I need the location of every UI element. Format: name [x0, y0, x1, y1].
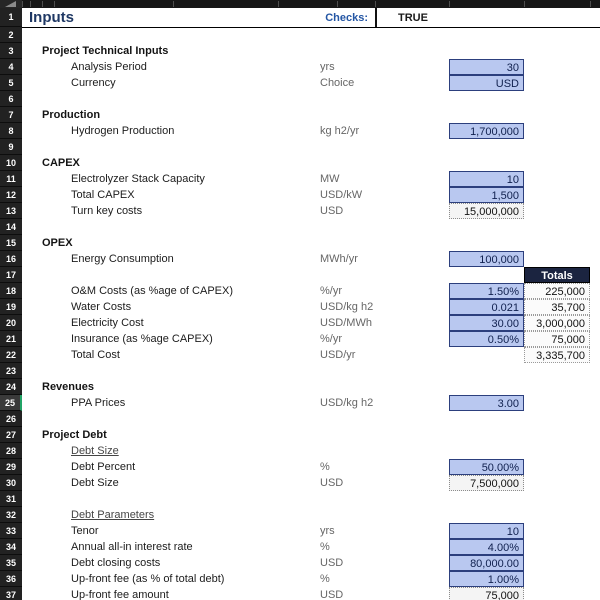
column-separator: [590, 1, 591, 7]
unit-label: USD: [320, 205, 344, 217]
row-header-3[interactable]: 3: [0, 43, 22, 59]
unit-label: yrs: [320, 525, 335, 537]
row-header-9[interactable]: 9: [0, 139, 22, 155]
input-cell[interactable]: 0.50%: [449, 331, 524, 347]
row-header-1[interactable]: 1: [0, 8, 22, 27]
row-header-4[interactable]: 4: [0, 59, 22, 75]
row-header-14[interactable]: 14: [0, 219, 22, 235]
row-header-6[interactable]: 6: [0, 91, 22, 107]
row-header-7[interactable]: 7: [0, 107, 22, 123]
input-cell[interactable]: 10: [449, 523, 524, 539]
row-header-11[interactable]: 11: [0, 171, 22, 187]
row-label: Electricity Cost: [71, 317, 144, 329]
row-label: Debt Size: [71, 477, 119, 489]
row-label: Annual all-in interest rate: [71, 541, 193, 553]
row-label: PPA Prices: [71, 397, 126, 409]
input-cell[interactable]: 1.00%: [449, 571, 524, 587]
unit-label: MWh/yr: [320, 253, 358, 265]
row-header-34[interactable]: 34: [0, 539, 22, 555]
column-separator: [30, 1, 31, 7]
row-header-25[interactable]: 25: [0, 395, 22, 411]
row-header-30[interactable]: 30: [0, 475, 22, 491]
unit-label: yrs: [320, 61, 335, 73]
title-row-underline: [22, 27, 600, 28]
row-header-37[interactable]: 37: [0, 587, 22, 600]
calculated-cell[interactable]: 15,000,000: [449, 203, 524, 219]
input-cell[interactable]: 80,000.00: [449, 555, 524, 571]
calculated-cell[interactable]: 75,000: [449, 587, 524, 600]
input-cell[interactable]: 50.00%: [449, 459, 524, 475]
column-separator: [337, 1, 338, 7]
row-label: Up-front fee (as % of total debt): [71, 573, 225, 585]
checks-value-cell[interactable]: TRUE: [398, 12, 428, 24]
row-header-5[interactable]: 5: [0, 75, 22, 91]
input-cell[interactable]: 3.00: [449, 395, 524, 411]
row-header-33[interactable]: 33: [0, 523, 22, 539]
unit-label: USD: [320, 557, 344, 569]
row-header-35[interactable]: 35: [0, 555, 22, 571]
row-header-16[interactable]: 16: [0, 251, 22, 267]
input-cell[interactable]: 4.00%: [449, 539, 524, 555]
column-separator: [42, 1, 43, 7]
subgroup-label: Debt Parameters: [71, 509, 155, 521]
calculated-cell[interactable]: 7,500,000: [449, 475, 524, 491]
totals-cell[interactable]: 75,000: [524, 331, 590, 347]
input-cell[interactable]: 0.021: [449, 299, 524, 315]
row-header-22[interactable]: 22: [0, 347, 22, 363]
section-label: Production: [42, 109, 101, 121]
unit-label: MW: [320, 173, 340, 185]
row-label: Energy Consumption: [71, 253, 174, 265]
row-header-19[interactable]: 19: [0, 299, 22, 315]
totals-cell[interactable]: 3,000,000: [524, 315, 590, 331]
row-header-10[interactable]: 10: [0, 155, 22, 171]
row-label: Water Costs: [71, 301, 132, 313]
row-label: Analysis Period: [71, 61, 147, 73]
row-header-36[interactable]: 36: [0, 571, 22, 587]
row-header-23[interactable]: 23: [0, 363, 22, 379]
row-header-20[interactable]: 20: [0, 315, 22, 331]
column-separator: [375, 1, 376, 7]
subgroup-label: Debt Size: [71, 445, 119, 457]
unit-label: USD/yr: [320, 349, 356, 361]
row-header-12[interactable]: 12: [0, 187, 22, 203]
row-label: Debt Percent: [71, 461, 136, 473]
checks-label: Checks:: [325, 12, 368, 24]
column-separator: [278, 1, 279, 7]
column-separator: [449, 1, 450, 7]
sheet-title: Inputs: [29, 9, 74, 26]
row-header-2[interactable]: 2: [0, 27, 22, 43]
unit-label: USD/MWh: [320, 317, 372, 329]
column-header-strip[interactable]: [0, 0, 600, 8]
unit-label: %: [320, 541, 330, 553]
row-label: Total Cost: [71, 349, 120, 361]
section-label: OPEX: [42, 237, 73, 249]
row-label: Tenor: [71, 525, 99, 537]
column-separator: [173, 1, 174, 7]
input-cell[interactable]: 1.50%: [449, 283, 524, 299]
totals-column-header: Totals: [524, 267, 590, 283]
input-cell[interactable]: USD: [449, 75, 524, 91]
row-label: Insurance (as %age CAPEX): [71, 333, 213, 345]
select-all-corner[interactable]: [0, 0, 22, 8]
row-header-24[interactable]: 24: [0, 379, 22, 395]
input-cell[interactable]: 100,000: [449, 251, 524, 267]
totals-cell[interactable]: 35,700: [524, 299, 590, 315]
row-label: Currency: [71, 77, 116, 89]
column-separator: [22, 1, 23, 7]
row-header-31[interactable]: 31: [0, 491, 22, 507]
input-cell[interactable]: 30: [449, 59, 524, 75]
row-header-29[interactable]: 29: [0, 459, 22, 475]
section-label: Project Technical Inputs: [42, 45, 169, 57]
row-label: Total CAPEX: [71, 189, 135, 201]
row-header-18[interactable]: 18: [0, 283, 22, 299]
checks-divider-line: [375, 8, 377, 27]
unit-label: USD: [320, 589, 344, 600]
row-label: O&M Costs (as %age of CAPEX): [71, 285, 233, 297]
row-header-28[interactable]: 28: [0, 443, 22, 459]
totals-cell[interactable]: 225,000: [524, 283, 590, 299]
unit-label: Choice: [320, 77, 355, 89]
row-header-32[interactable]: 32: [0, 507, 22, 523]
row-header-26[interactable]: 26: [0, 411, 22, 427]
input-cell[interactable]: 10: [449, 171, 524, 187]
row-header-27[interactable]: 27: [0, 427, 22, 443]
unit-label: kg h2/yr: [320, 125, 360, 137]
row-label: Hydrogen Production: [71, 125, 175, 137]
unit-label: %/yr: [320, 333, 342, 345]
row-header-21[interactable]: 21: [0, 331, 22, 347]
section-label: Project Debt: [42, 429, 107, 441]
row-label: Up-front fee amount: [71, 589, 169, 600]
section-label: CAPEX: [42, 157, 80, 169]
unit-label: %: [320, 573, 330, 585]
row-header-13[interactable]: 13: [0, 203, 22, 219]
unit-label: USD/kg h2: [320, 301, 374, 313]
column-separator: [524, 1, 525, 7]
section-label: Revenues: [42, 381, 94, 393]
row-label: Debt closing costs: [71, 557, 161, 569]
row-header-17[interactable]: 17: [0, 267, 22, 283]
input-cell[interactable]: 30.00: [449, 315, 524, 331]
unit-label: USD: [320, 477, 344, 489]
unit-label: %: [320, 461, 330, 473]
row-label: Turn key costs: [71, 205, 143, 217]
input-cell[interactable]: 1,500: [449, 187, 524, 203]
unit-label: %/yr: [320, 285, 342, 297]
unit-label: USD/kW: [320, 189, 363, 201]
select-all-triangle-icon: [5, 1, 16, 7]
column-separator: [54, 1, 55, 7]
totals-cell[interactable]: 3,335,700: [524, 347, 590, 363]
row-label: Electrolyzer Stack Capacity: [71, 173, 205, 185]
row-header-15[interactable]: 15: [0, 235, 22, 251]
unit-label: USD/kg h2: [320, 397, 374, 409]
row-header-8[interactable]: 8: [0, 123, 22, 139]
input-cell[interactable]: 1,700,000: [449, 123, 524, 139]
